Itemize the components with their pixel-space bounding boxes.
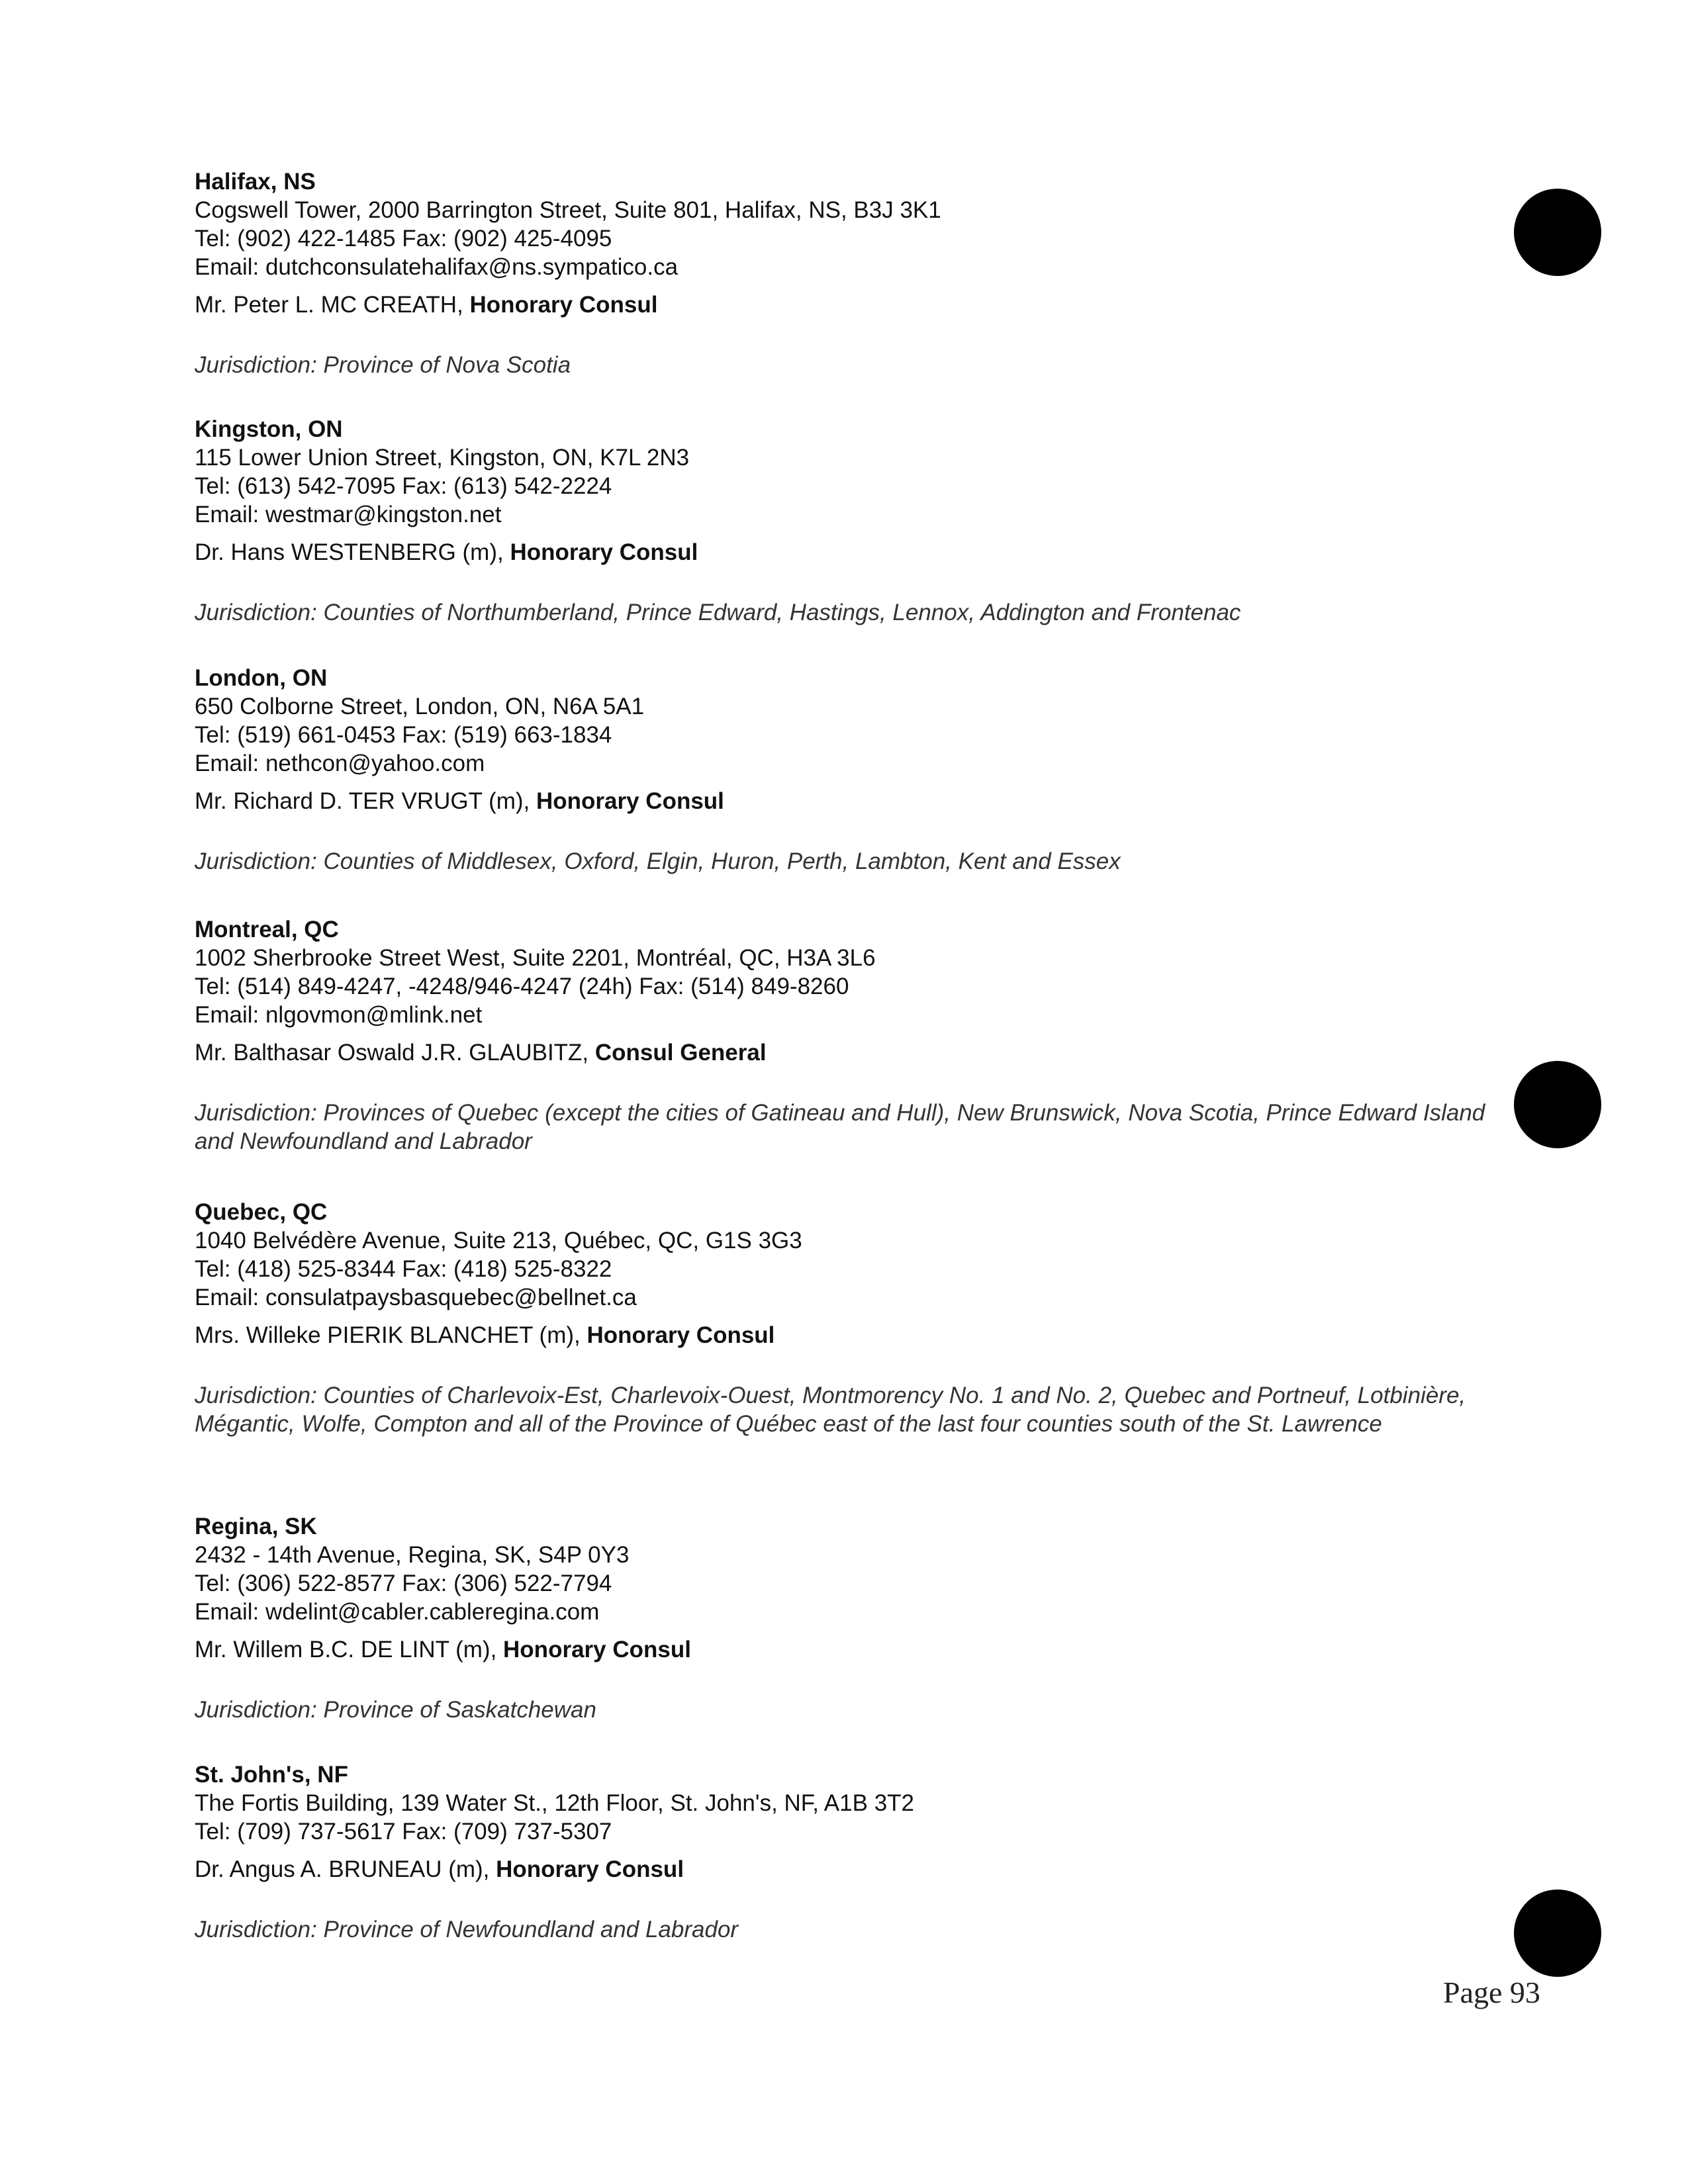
punch-hole-top bbox=[1514, 189, 1601, 276]
official bbox=[195, 1855, 1519, 1884]
city-heading: London, ON bbox=[195, 665, 328, 691]
consulate-entry-st-johns bbox=[195, 1760, 1519, 1944]
jurisdiction bbox=[195, 847, 1519, 876]
jurisdiction-label: Jurisdiction: bbox=[195, 1383, 324, 1408]
jurisdiction bbox=[195, 598, 1519, 627]
jurisdiction-text: Counties of Middlesex, Oxford, Elgin, Huron, Perth, Lambton, Kent and Essex bbox=[323, 848, 1121, 874]
official-name: Mr. Willem B.C. DE LINT (m), bbox=[195, 1637, 504, 1662]
jurisdiction-text: Province of Nova Scotia bbox=[323, 352, 571, 378]
punch-hole-bottom bbox=[1514, 1889, 1601, 1977]
email: Email: nlgovmon@mlink.net bbox=[195, 1002, 483, 1028]
official-role: Consul General bbox=[594, 1040, 767, 1066]
phone-fax: Tel: (613) 542-7095 Fax: (613) 542-2224 bbox=[195, 473, 612, 499]
consulate-entry-montreal bbox=[195, 915, 1519, 1156]
jurisdiction-label: Jurisdiction: bbox=[195, 352, 324, 378]
jurisdiction-text: Province of Saskatchewan bbox=[323, 1697, 596, 1723]
official bbox=[195, 291, 1519, 319]
official bbox=[195, 538, 1519, 567]
jurisdiction-label: Jurisdiction: bbox=[195, 1917, 324, 1942]
jurisdiction bbox=[195, 1099, 1505, 1156]
official-role: Honorary Consul bbox=[536, 788, 724, 814]
city-heading: Halifax, NS bbox=[195, 169, 316, 195]
address: Cogswell Tower, 2000 Barrington Street, Suite 801, Halifax, NS, B3J 3K1 bbox=[195, 197, 941, 223]
city-heading: St. John's, NF bbox=[195, 1762, 348, 1788]
official-name: Mr. Balthasar Oswald J.R. GLAUBITZ, bbox=[195, 1040, 595, 1066]
jurisdiction-label: Jurisdiction: bbox=[195, 848, 324, 874]
address: The Fortis Building, 139 Water St., 12th Floor, St. John's, NF, A1B 3T2 bbox=[195, 1790, 914, 1816]
city-heading: Regina, SK bbox=[195, 1514, 317, 1539]
official-role: Honorary Consul bbox=[510, 539, 698, 565]
jurisdiction-label: Jurisdiction: bbox=[195, 600, 324, 625]
email: Email: dutchconsulatehalifax@ns.sympatico.ca bbox=[195, 254, 679, 280]
official-name: Mrs. Willeke PIERIK BLANCHET (m), bbox=[195, 1322, 587, 1348]
official bbox=[195, 1321, 1519, 1349]
city-heading: Montreal, QC bbox=[195, 917, 339, 942]
official-role: Honorary Consul bbox=[496, 1856, 684, 1882]
official-role: Honorary Consul bbox=[469, 292, 658, 318]
address: 115 Lower Union Street, Kingston, ON, K7L 2N3 bbox=[195, 445, 690, 471]
official-name: Dr. Angus A. BRUNEAU (m), bbox=[195, 1856, 496, 1882]
official bbox=[195, 1635, 1519, 1664]
official-name: Mr. Peter L. MC CREATH, bbox=[195, 292, 470, 318]
consulate-entry-quebec bbox=[195, 1198, 1519, 1438]
consulate-entry-halifax bbox=[195, 167, 1519, 379]
address: 1002 Sherbrooke Street West, Suite 2201, Montréal, QC, H3A 3L6 bbox=[195, 945, 876, 971]
phone-fax: Tel: (709) 737-5617 Fax: (709) 737-5307 bbox=[195, 1819, 612, 1844]
jurisdiction bbox=[195, 1381, 1485, 1438]
email: Email: nethcon@yahoo.com bbox=[195, 751, 485, 776]
phone-fax: Tel: (519) 661-0453 Fax: (519) 663-1834 bbox=[195, 722, 612, 748]
phone-fax: Tel: (418) 525-8344 Fax: (418) 525-8322 bbox=[195, 1256, 612, 1282]
jurisdiction bbox=[195, 1915, 1519, 1944]
page-number: Page 93 bbox=[1443, 1976, 1540, 2009]
consulate-entry-london bbox=[195, 664, 1519, 876]
official bbox=[195, 787, 1519, 815]
phone-fax: Tel: (902) 422-1485 Fax: (902) 425-4095 bbox=[195, 226, 612, 251]
email: Email: wdelint@cabler.cableregina.com bbox=[195, 1599, 600, 1625]
punch-hole-middle bbox=[1514, 1061, 1601, 1148]
phone-fax: Tel: (514) 849-4247, -4248/946-4247 (24h) Fax: (514) 849-8260 bbox=[195, 974, 849, 999]
address: 1040 Belvédère Avenue, Suite 213, Québec, QC, G1S 3G3 bbox=[195, 1228, 802, 1253]
consulate-entry-kingston bbox=[195, 415, 1519, 627]
jurisdiction-label: Jurisdiction: bbox=[195, 1100, 324, 1126]
address: 2432 - 14th Avenue, Regina, SK, S4P 0Y3 bbox=[195, 1542, 630, 1568]
jurisdiction-text: Province of Newfoundland and Labrador bbox=[323, 1917, 739, 1942]
jurisdiction bbox=[195, 1696, 1519, 1724]
consulate-entry-regina bbox=[195, 1512, 1519, 1724]
email: Email: consulatpaysbasquebec@bellnet.ca bbox=[195, 1285, 637, 1310]
city-heading: Kingston, ON bbox=[195, 416, 343, 442]
official bbox=[195, 1038, 1519, 1067]
official-name: Dr. Hans WESTENBERG (m), bbox=[195, 539, 510, 565]
jurisdiction bbox=[195, 351, 1519, 379]
official-name: Mr. Richard D. TER VRUGT (m), bbox=[195, 788, 536, 814]
email: Email: westmar@kingston.net bbox=[195, 502, 502, 527]
official-role: Honorary Consul bbox=[503, 1637, 691, 1662]
phone-fax: Tel: (306) 522-8577 Fax: (306) 522-7794 bbox=[195, 1570, 612, 1596]
jurisdiction-text: Counties of Northumberland, Prince Edward, Hastings, Lennox, Addington and Frontenac bbox=[323, 600, 1241, 625]
jurisdiction-text: Counties of Charlevoix-Est, Charlevoix-Ouest, Montmorency No. 1 and No. 2, Quebec and Portneuf, Lotbinière, Mégantic, Wolfe, Compton and all of the Province of Québec east of the last four counties south of the St. Lawrence bbox=[195, 1383, 1466, 1437]
jurisdiction-label: Jurisdiction: bbox=[195, 1697, 324, 1723]
jurisdiction-text: Provinces of Quebec (except the cities of Gatineau and Hull), New Brunswick, Nova Scotia, Prince Edward Island and Newfoundland and Labrador bbox=[195, 1100, 1485, 1154]
address: 650 Colborne Street, London, ON, N6A 5A1 bbox=[195, 694, 645, 719]
official-role: Honorary Consul bbox=[586, 1322, 775, 1348]
city-heading: Quebec, QC bbox=[195, 1199, 328, 1225]
